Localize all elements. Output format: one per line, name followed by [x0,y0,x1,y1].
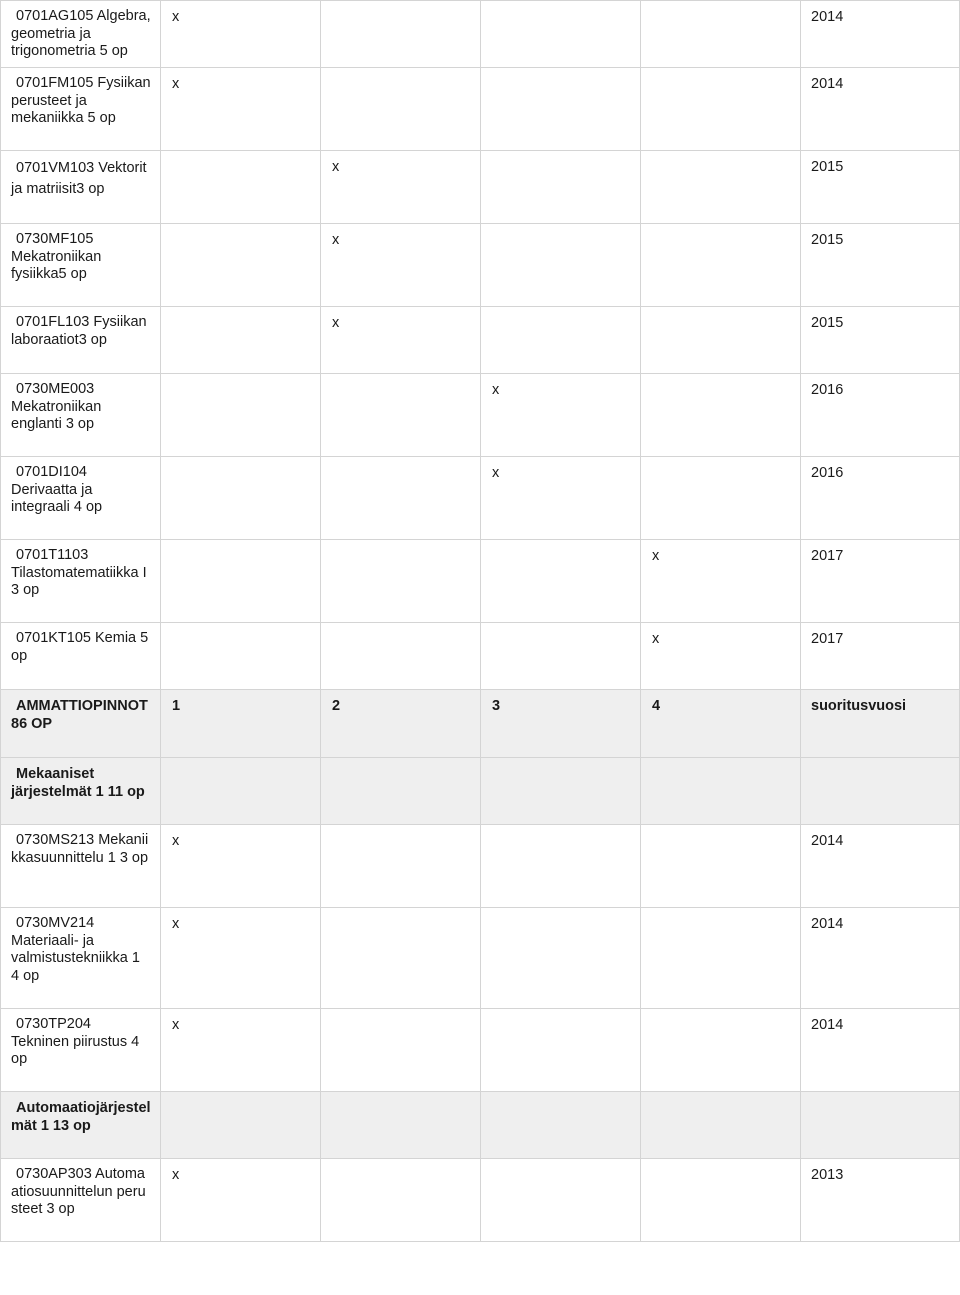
year-3-mark [481,224,641,307]
year-2-header: 2 [321,690,481,758]
completion-year: 2017 [801,623,960,690]
year-1-mark: x [161,1,321,68]
course-name: 0730MS213 Mekaniikkasuunnittelu 1 3 op [11,832,149,866]
year-3-mark [481,1159,641,1242]
year-3-mark [481,758,641,825]
completion-year: 2015 [801,224,960,307]
completion-year: 2014 [801,1009,960,1092]
course-name: 0730AP303 Automaatiosuunnittelun perusteet 3 op [11,1166,146,1217]
year-1-mark: x [161,1009,321,1092]
year-2-mark [321,374,481,457]
year-3-mark [481,1092,641,1159]
subsection-title: Automaatiojärjestelmät 1 13 op [11,1100,151,1134]
year-2-mark [321,1,481,68]
year-1-mark [161,307,321,374]
course-row [1,908,960,1009]
course-row [1,1159,960,1242]
completion-year [801,758,960,825]
year-1-mark [161,623,321,690]
year-4-mark [641,68,801,151]
year-4-mark [641,1092,801,1159]
course-name: 0730ME003 Mekatroniikan englanti 3 op [11,381,102,432]
course-row [1,457,960,540]
year-1-mark: x [161,908,321,1009]
year-4-mark [641,825,801,908]
year-2-mark [321,1092,481,1159]
year-4-mark [641,908,801,1009]
course-row [1,68,960,151]
year-1-header: 1 [161,690,321,758]
course-row [1,623,960,690]
year-3-mark [481,307,641,374]
course-row [1,307,960,374]
year-3-mark: x [481,457,641,540]
year-2-mark [321,908,481,1009]
year-4-mark: x [641,540,801,623]
year-4-mark [641,457,801,540]
completion-year: 2014 [801,825,960,908]
year-2-mark [321,68,481,151]
course-name: 0701T1103 Tilastomatematiikka I 3 op [11,547,147,598]
year-4-mark [641,1009,801,1092]
completion-year: 2014 [801,908,960,1009]
course-row [1,1009,960,1092]
subsection-title: Mekaaniset järjestelmät 1 11 op [11,766,145,800]
year-1-mark [161,224,321,307]
year-3-mark [481,151,641,224]
year-1-mark [161,151,321,224]
year-3-mark [481,540,641,623]
year-2-mark [321,758,481,825]
year-2-mark [321,457,481,540]
course-name: 0701AG105 Algebra, geometria ja trigonometria 5 op [11,8,151,59]
course-name: 0730TP204 Tekninen piirustus 4 op [11,1016,140,1067]
year-3-mark [481,1,641,68]
course-row [1,151,960,224]
year-3-mark [481,908,641,1009]
course-row [1,224,960,307]
year-4-mark [641,224,801,307]
year-2-mark: x [321,307,481,374]
course-row [1,1,960,68]
course-name: 0701VM103 Vektorit ja matriisit3 op [11,160,147,197]
year-1-mark [161,540,321,623]
year-3-mark [481,1009,641,1092]
completion-year: 2015 [801,307,960,374]
year-1-mark [161,1092,321,1159]
year-1-mark: x [161,1159,321,1242]
year-1-mark: x [161,825,321,908]
year-1-mark [161,374,321,457]
completion-year: 2017 [801,540,960,623]
course-row [1,825,960,908]
year-4-mark [641,151,801,224]
subsection-row [1,1092,960,1159]
year-2-mark [321,540,481,623]
year-2-mark: x [321,224,481,307]
completion-year [801,1092,960,1159]
year-3-mark [481,623,641,690]
year-1-mark [161,758,321,825]
course-row [1,540,960,623]
year-2-mark [321,623,481,690]
section-title: AMMATTIOPINNOT 86 OP [11,698,148,732]
completion-year: 2014 [801,1,960,68]
year-2-mark [321,1159,481,1242]
completion-year-header: suoritusvuosi [801,690,960,758]
year-4-mark [641,307,801,374]
year-4-mark [641,1159,801,1242]
completion-year: 2016 [801,457,960,540]
year-3-mark: x [481,374,641,457]
year-4-mark: x [641,623,801,690]
subsection-row [1,758,960,825]
year-3-mark [481,825,641,908]
year-3-mark [481,68,641,151]
course-name: 0701FM105 Fysiikan perusteet ja mekaniikka 5 op [11,75,151,126]
completion-year: 2014 [801,68,960,151]
year-4-mark [641,758,801,825]
course-name: 0730MF105 Mekatroniikan fysiikka5 op [11,231,102,282]
year-1-mark [161,457,321,540]
year-1-mark: x [161,68,321,151]
year-2-mark [321,825,481,908]
completion-year: 2016 [801,374,960,457]
year-2-mark [321,1009,481,1092]
completion-year: 2013 [801,1159,960,1242]
course-name: 0701FL103 Fysiikan laboraatiot3 op [11,314,147,348]
year-2-mark: x [321,151,481,224]
year-4-mark [641,1,801,68]
year-3-header: 3 [481,690,641,758]
course-name: 0701DI104 Derivaatta ja integraali 4 op [11,464,103,515]
completion-year: 2015 [801,151,960,224]
course-row [1,374,960,457]
year-4-header: 4 [641,690,801,758]
year-4-mark [641,374,801,457]
course-name: 0701KT105 Kemia 5 op [11,630,149,664]
course-name: 0730MV214 Materiaali- ja valmistustekniikka 1 4 op [11,915,140,984]
section-header-row [1,690,960,758]
